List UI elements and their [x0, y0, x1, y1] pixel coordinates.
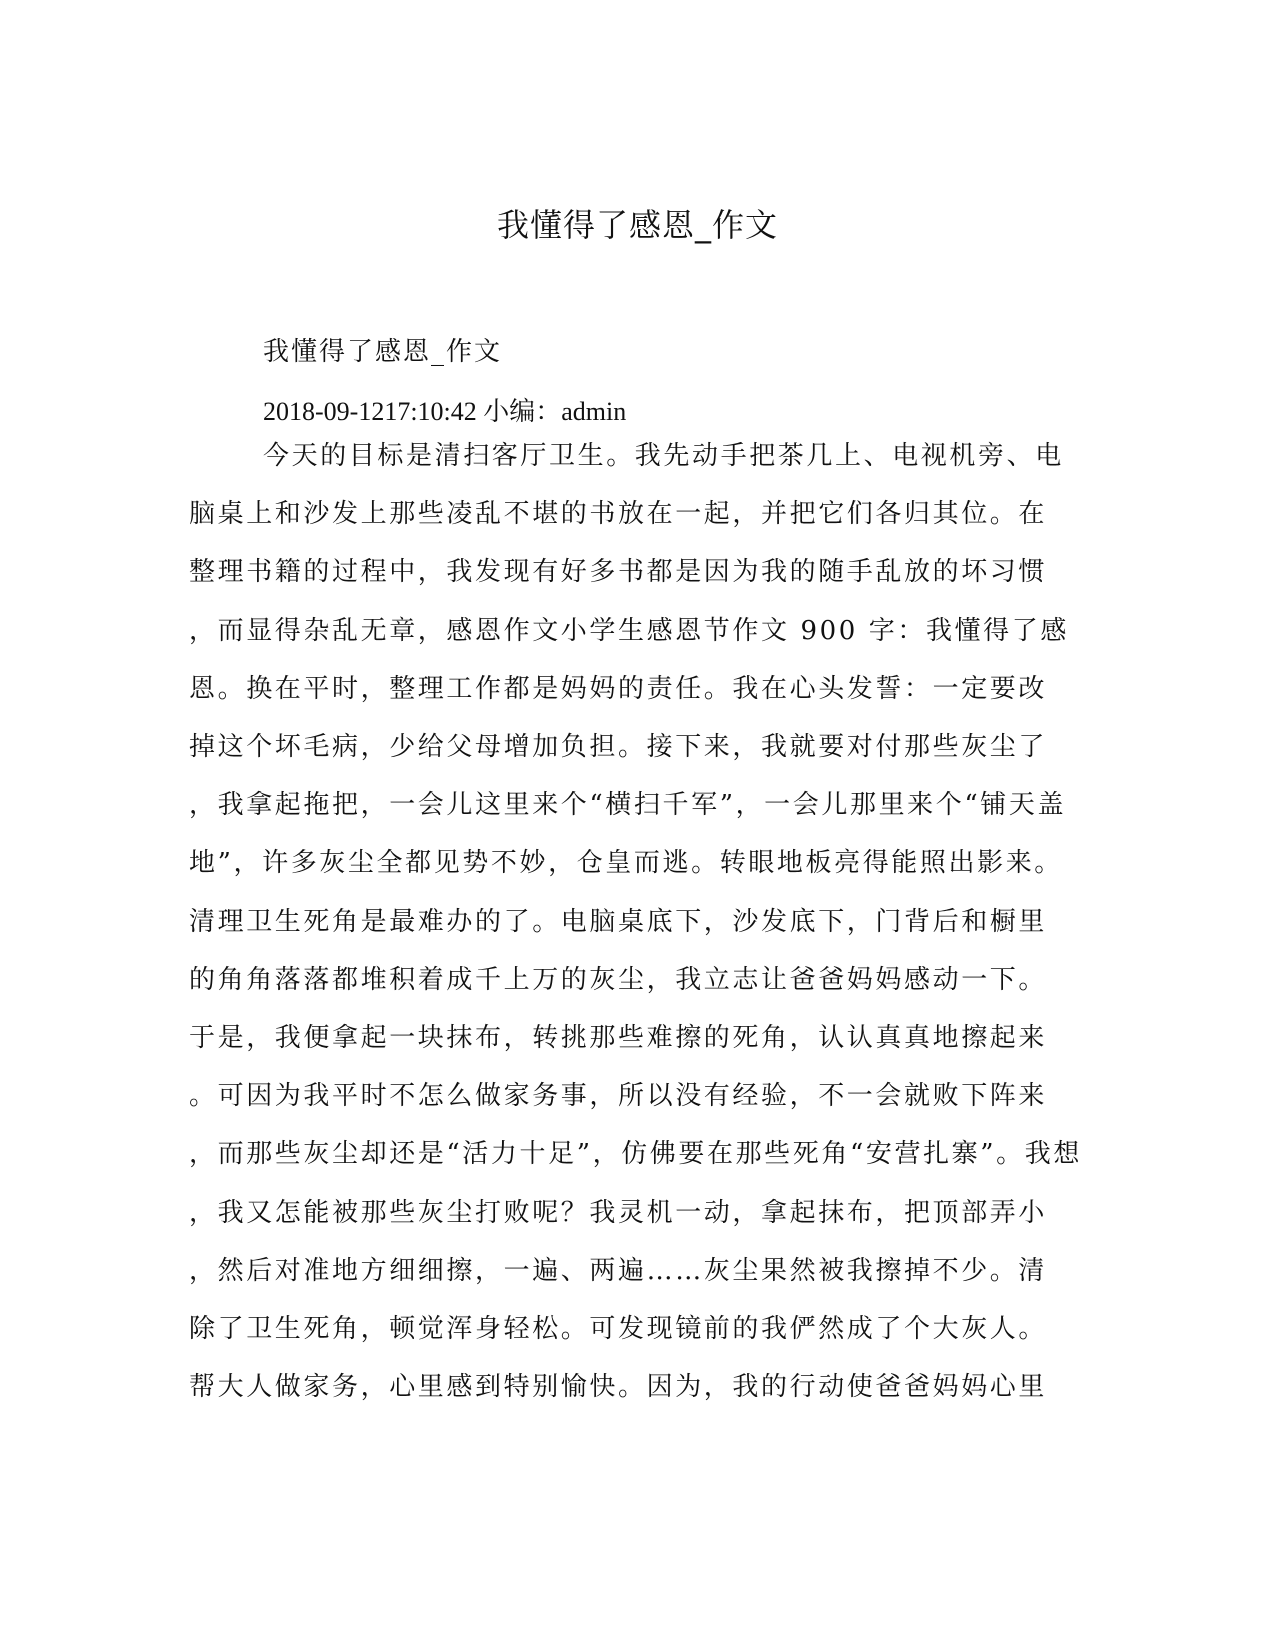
body-line: 今天的目标是清扫客厅卫生。我先动手把茶几上、电视机旁、电: [263, 441, 1064, 471]
body-line: 的角角落落都堆积着成千上万的灰尘，我立志让爸爸妈妈感动一下。: [189, 965, 1048, 995]
article-subtitle: 我懂得了感恩_作文: [263, 337, 503, 367]
body-line: 整理书籍的过程中，我发现有好多书都是因为我的随手乱放的坏习惯: [189, 557, 1048, 587]
body-line: 清理卫生死角是最难办的了。电脑桌底下，沙发底下，门背后和橱里: [189, 907, 1048, 937]
body-line: 掉这个坏毛病，少给父母增加负担。接下来，我就要对付那些灰尘了: [189, 732, 1048, 762]
body-line: ，而那些灰尘却还是“活力十足”，仿佛要在那些死角“安营扎寨”。我想: [189, 1139, 1082, 1169]
body-line: 地”，许多灰尘全都见势不妙，仓皇而逃。转眼地板亮得能照出影来。: [189, 848, 1063, 878]
document-title: 我懂得了感恩_作文: [496, 206, 778, 244]
body-line: ，我拿起拖把，一会儿这里来个“横扫千军”，一会儿那里来个“铺天盖: [189, 790, 1067, 820]
body-line: 除了卫生死角，顿觉浑身轻松。可发现镜前的我俨然成了个大灰人。: [189, 1314, 1048, 1344]
body-line: 。可因为我平时不怎么做家务事，所以没有经验，不一会就败下阵来: [189, 1081, 1048, 1111]
body-line: 帮大人做家务，心里感到特别愉快。因为，我的行动使爸爸妈妈心里: [189, 1372, 1048, 1402]
body-line: ，我又怎能被那些灰尘打败呢？我灵机一动，拿起抹布，把顶部弄小: [189, 1198, 1048, 1228]
body-line: ，然后对准地方细细擦，一遍、两遍……灰尘果然被我擦掉不少。清: [189, 1256, 1048, 1286]
body-line: 于是，我便拿起一块抹布，转挑那些难擦的死角，认认真真地擦起来: [189, 1023, 1048, 1053]
body-line: 脑桌上和沙发上那些凌乱不堪的书放在一起，并把它们各归其位。在: [189, 499, 1048, 529]
article-meta: 2018-09-1217:10:42 小编：admin: [263, 397, 627, 426]
body-line: ，而显得杂乱无章，感恩作文小学生感恩节作文 900 字：我懂得了感: [189, 616, 1069, 646]
body-line: 恩。换在平时，整理工作都是妈妈的责任。我在心头发誓：一定要改: [189, 674, 1048, 704]
